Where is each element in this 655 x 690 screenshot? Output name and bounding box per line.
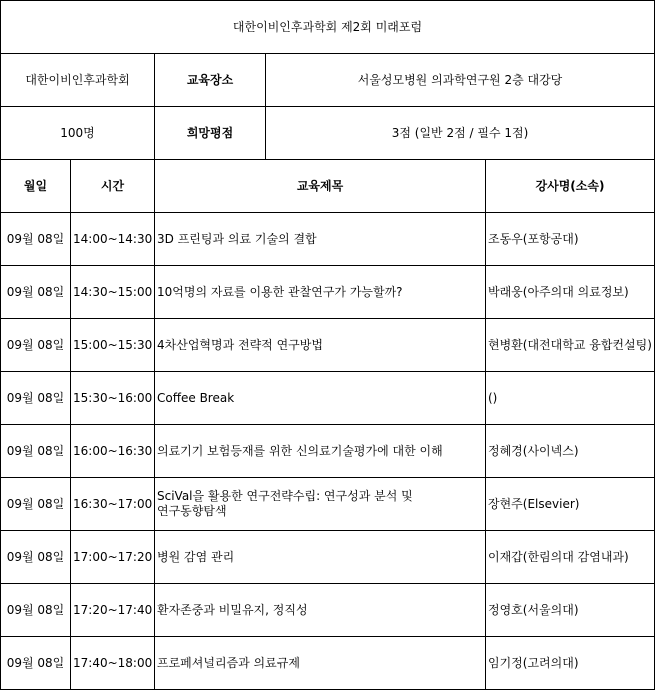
row-speaker: () (486, 372, 655, 425)
table-row (1, 425, 655, 478)
row-topic: SciVal을 활용한 연구전략수립: 연구성과 분석 및 연구동향탐색 (155, 478, 486, 531)
row-time: 15:00~15:30 (71, 319, 155, 372)
row-topic: 10억명의 자료를 이용한 관찰연구가 가능할까? (155, 266, 486, 319)
row-speaker: 정혜경(사이넥스) (486, 425, 655, 478)
table-row (1, 478, 655, 531)
row-topic: 환자존중과 비밀유지, 정직성 (155, 584, 486, 637)
row-time: 14:00~14:30 (71, 213, 155, 266)
venue-value: 서울성모병원 의과학연구원 2층 대강당 (266, 54, 655, 107)
row-topic: 병원 감염 관리 (155, 531, 486, 584)
venue-label: 교육장소 (155, 54, 266, 107)
table-row (1, 266, 655, 319)
row-date: 09월 08일 (1, 531, 71, 584)
row-time: 15:30~16:00 (71, 372, 155, 425)
table-row (1, 372, 655, 425)
row-time: 16:30~17:00 (71, 478, 155, 531)
organizer: 대한이비인후과학회 (1, 54, 155, 107)
row-date: 09월 08일 (1, 213, 71, 266)
row-time: 17:20~17:40 (71, 584, 155, 637)
header-date: 월일 (1, 160, 71, 213)
row-date: 09월 08일 (1, 266, 71, 319)
row-topic: 4차산업혁명과 전략적 연구방법 (155, 319, 486, 372)
capacity: 100명 (1, 107, 155, 160)
row-speaker: 정영호(서울의대) (486, 584, 655, 637)
header-speaker: 강사명(소속) (486, 160, 655, 213)
row-date: 09월 08일 (1, 584, 71, 637)
credit-value: 3점 (일반 2점 / 필수 1점) (266, 107, 655, 160)
header-row (1, 160, 655, 213)
row-time: 14:30~15:00 (71, 266, 155, 319)
header-time: 시간 (71, 160, 155, 213)
row-speaker: 박래웅(아주의대 의료정보) (486, 266, 655, 319)
credit-label: 희망평점 (155, 107, 266, 160)
row-date: 09월 08일 (1, 478, 71, 531)
row-speaker: 장현주(Elsevier) (486, 478, 655, 531)
table-row (1, 531, 655, 584)
row-date: 09월 08일 (1, 425, 71, 478)
row-speaker: 현병환(대전대학교 융합컨설팅) (486, 319, 655, 372)
row-speaker: 조동우(포항공대) (486, 213, 655, 266)
row-date: 09월 08일 (1, 372, 71, 425)
row-topic: 프로페셔널리즘과 의료규제 (155, 637, 486, 690)
table-row (1, 319, 655, 372)
row-time: 16:00~16:30 (71, 425, 155, 478)
forum-title: 대한이비인후과학회 제2회 미래포럼 (1, 1, 655, 54)
title-row (1, 1, 655, 54)
row-topic: 의료기기 보험등재를 위한 신의료기술평가에 대한 이해 (155, 425, 486, 478)
venue-row (1, 54, 655, 107)
credit-row (1, 107, 655, 160)
table-row (1, 584, 655, 637)
row-date: 09월 08일 (1, 637, 71, 690)
row-date: 09월 08일 (1, 319, 71, 372)
row-time: 17:00~17:20 (71, 531, 155, 584)
row-time: 17:40~18:00 (71, 637, 155, 690)
header-topic: 교육제목 (155, 160, 486, 213)
row-speaker: 임기정(고려의대) (486, 637, 655, 690)
row-speaker: 이재갑(한림의대 감염내과) (486, 531, 655, 584)
table-row (1, 213, 655, 266)
row-topic: Coffee Break (155, 372, 486, 425)
row-topic: 3D 프린팅과 의료 기술의 결합 (155, 213, 486, 266)
table-row (1, 637, 655, 690)
